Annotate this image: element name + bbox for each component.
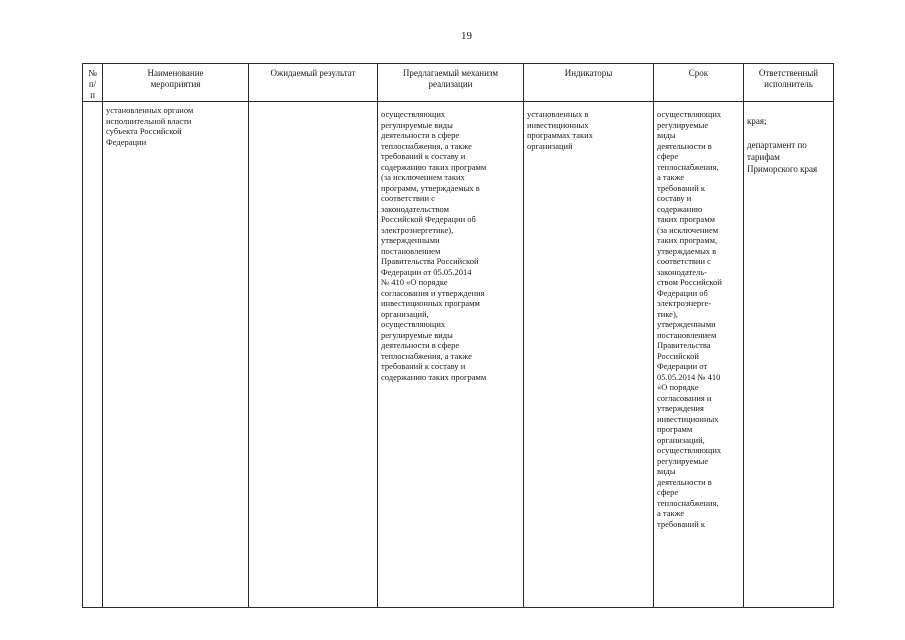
header-measure-name: Наименование мероприятия — [103, 64, 249, 102]
header-mechanism: Предлагаемый механизм реализации — [378, 64, 524, 102]
cell-term: осуществляющих регулируемые виды деятельности в сфере теплоснабжения, а также требований к составу и содержанию таких программ (за исключением таких программ, утверждаемых в соответствии с законодатель- ством Российской Федерации об электроэнерге- тике), утвержденными постановлением Правительства Российской Федерации от 05.05.2014 № 410 «О порядке согласования и утверждения инвестиционных программ организаций, осуществляющих регулируемые виды деятельности в сфере теплоснабжения, а также требований к — [654, 102, 744, 608]
cell-indicators: установленных в инвестиционных программах таких организаций — [524, 102, 654, 608]
table-row — [83, 102, 834, 608]
table-header-row — [83, 64, 834, 102]
cell-expected-result — [249, 102, 378, 608]
page-number: 19 — [461, 30, 472, 42]
header-term: Срок — [654, 64, 744, 102]
cell-responsible: края; департамент по тарифам Приморского края — [744, 102, 834, 608]
cell-number — [83, 102, 103, 608]
measures-table — [82, 63, 834, 608]
header-indicators: Индикаторы — [524, 64, 654, 102]
header-number: № п/п — [83, 64, 103, 102]
header-expected-result: Ожидаемый результат — [249, 64, 378, 102]
cell-measure-name: установленных органом исполнительной власти субъекта Российской Федерации — [103, 102, 249, 608]
cell-mechanism: осуществляющих регулируемые виды деятельности в сфере теплоснабжения, а также требований к составу и содержанию таких программ (за исключением таких программ, утверждаемых в соответствии с законодательством Российской Федерации об электроэнергетике), утвержденными постановлением Правительства Российской Федерации от 05.05.2014 № 410 «О порядке согласования и утверждения инвестиционных программ организаций, осуществляющих регулируемые виды деятельности в сфере теплоснабжения, а также требований к составу и содержанию таких программ — [378, 102, 524, 608]
header-responsible: Ответственный исполнитель — [744, 64, 834, 102]
